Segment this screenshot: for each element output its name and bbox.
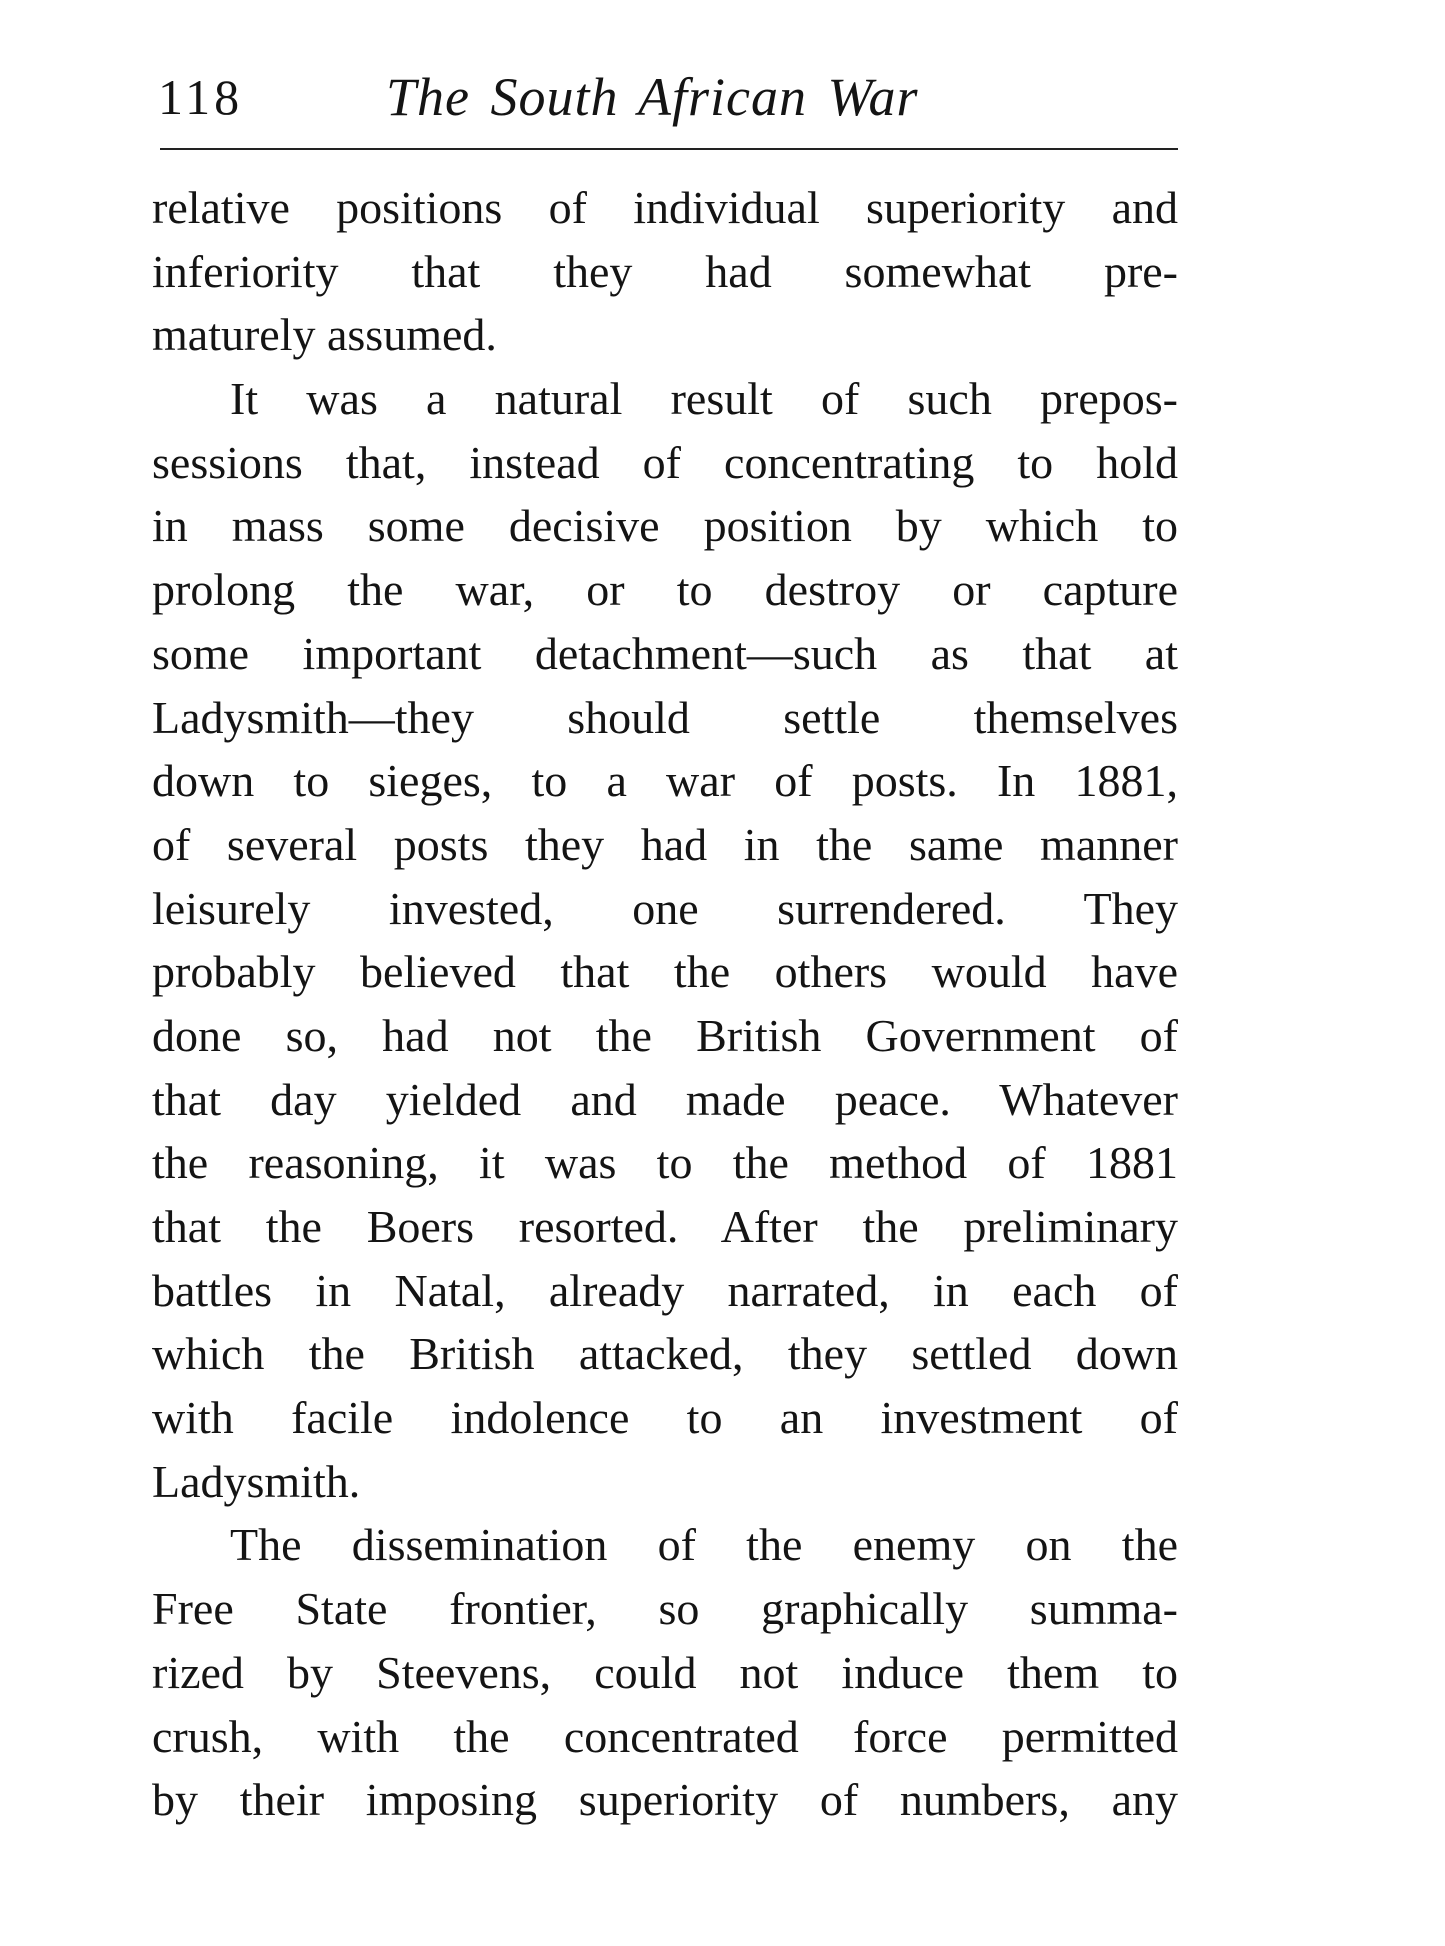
text-line: relative positions of individual superiority and xyxy=(152,182,1178,233)
text-line: that the Boers resorted. After the preliminary xyxy=(152,1201,1178,1252)
text-line: in mass some decisive position by which to xyxy=(152,500,1178,552)
running-head xyxy=(158,62,1180,142)
text-line: prolong the war, or to destroy or capture xyxy=(152,564,1178,616)
text-line: of several posts they had in the same manner xyxy=(152,818,1178,870)
text-line: with facile indolence to an investment of xyxy=(152,1392,1178,1444)
text-line: which the British attacked, they settled down xyxy=(152,1328,1178,1380)
text-line: maturely assumed. xyxy=(152,309,497,361)
text-line: that day yielded and made peace. Whatever xyxy=(152,1073,1178,1125)
paragraph-start-line: The dissemination of the enemy on the xyxy=(230,1519,1178,1571)
paragraph-start-line: It was a natural result of such prepos- xyxy=(230,373,1178,425)
text-line: Ladysmith—they should settle themselves xyxy=(152,691,1178,743)
text-line: by their imposing superiority of numbers, any xyxy=(152,1774,1178,1826)
text-line: down to sieges, to a war of posts. In 1881, xyxy=(152,755,1178,807)
header-rule xyxy=(160,148,1178,150)
text-line: probably believed that the others would have xyxy=(152,946,1178,998)
text-line: sessions that, instead of concentrating to hold xyxy=(152,436,1178,488)
text-line: rized by Steevens, could not induce them to xyxy=(152,1646,1178,1698)
text-line: the reasoning, it was to the method of 1881 xyxy=(152,1137,1178,1189)
text-line: Ladysmith. xyxy=(152,1455,361,1507)
text-line: battles in Natal, already narrated, in each of xyxy=(152,1264,1178,1316)
text-line: done so, had not the British Government of xyxy=(152,1009,1178,1061)
text-line: crush, with the concentrated force permitted xyxy=(152,1710,1178,1762)
running-title: The South African War xyxy=(386,67,919,127)
text-line: inferiority that they had somewhat pre- xyxy=(152,245,1178,297)
text-line: leisurely invested, one surrendered. They xyxy=(152,882,1178,934)
page-number: 118 xyxy=(158,69,244,125)
body-text xyxy=(152,176,1178,1832)
text-line: some important detachment—such as that at xyxy=(152,627,1178,679)
text-line: Free State frontier, so graphically summa- xyxy=(152,1583,1178,1635)
